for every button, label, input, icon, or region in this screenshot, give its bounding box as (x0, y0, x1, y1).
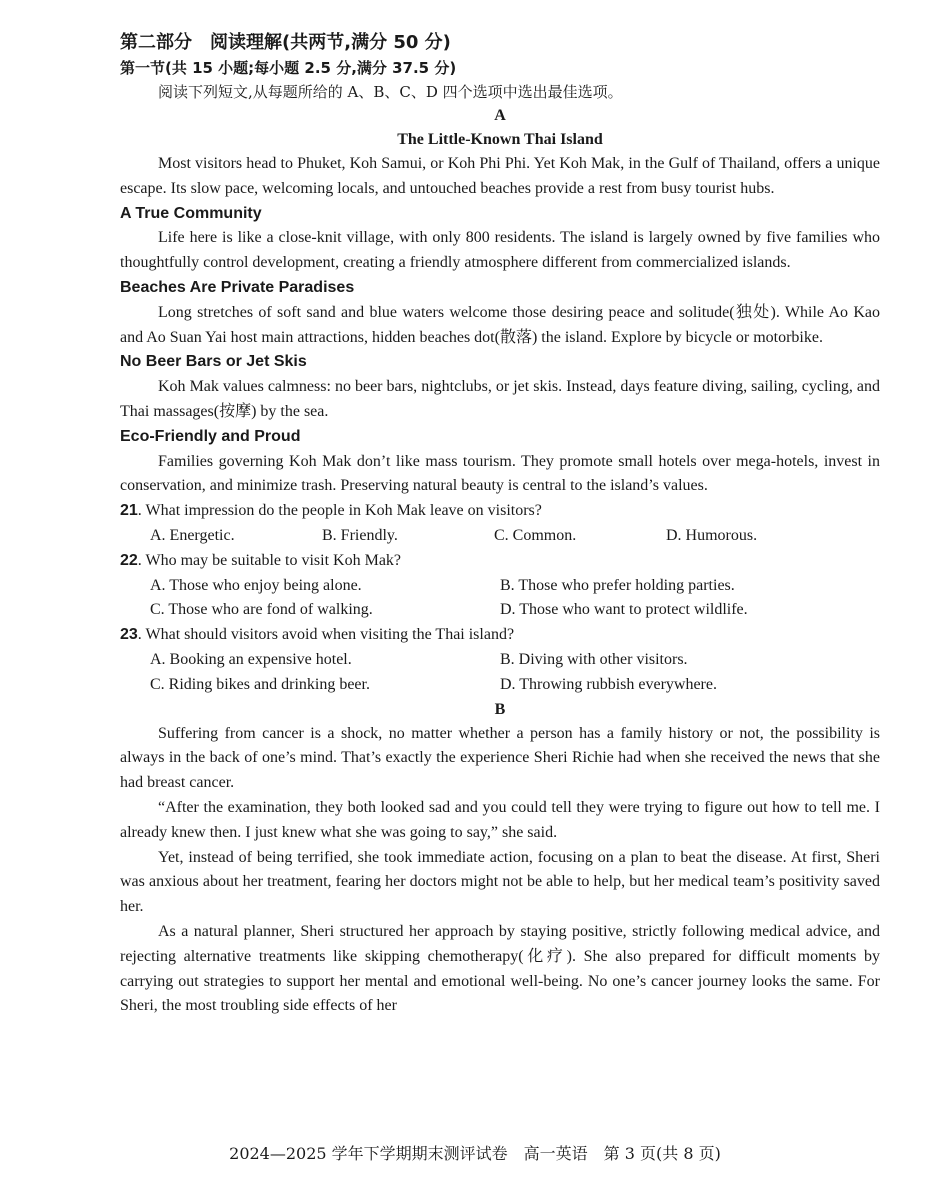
instruction: 阅读下列短文,从每题所给的 A、B、C、D 四个选项中选出最佳选项。 (158, 83, 623, 101)
question-stem: . What impression do the people in Koh Mak leave on visitors? (137, 502, 542, 520)
option-d[interactable]: D. Throwing rubbish everywhere. (500, 675, 717, 693)
options-22-row1 (120, 574, 880, 599)
option-c[interactable]: C. Those who are fond of walking. (150, 601, 373, 619)
option-d[interactable]: D. Those who want to protect wildlife. (500, 601, 748, 619)
passage-a-letter: A (494, 107, 506, 124)
question-number: 21 (120, 502, 138, 520)
passage-b-paragraph: As a natural planner, Sheri structured her approach by staying positive, strictly following medical advice, and rejecting alternative treatments like skipping chemotherapy(化疗). She also prepared for difficult moments by carrying out strategies to support her mental and emotional well-being. No one’s cancer journey looks the same. For Sheri, the most troubling side effects of her (120, 922, 880, 1015)
section-text: Koh Mak values calmness: no beer bars, nightclubs, or jet skis. Instead, days feature diving, sailing, cycling, and Thai massages(按摩) by the sea. (120, 378, 880, 420)
section-heading: No Beer Bars or Jet Skis (120, 353, 307, 371)
section-heading: Eco-Friendly and Proud (120, 427, 301, 445)
passage-b-paragraph: Yet, instead of being terrified, she took immediate action, focusing on a plan to beat the disease. At first, Sheri was anxious about her treatment, fearing her doctors might not be able to help, but her medical team’s positivity saved her. (120, 848, 880, 916)
section-title: 第一节(共 15 小题;每小题 2.5 分,满分 37.5 分) (120, 59, 457, 77)
passage-a-intro: Most visitors head to Phuket, Koh Samui, or Koh Phi Phi. Yet Koh Mak, in the Gulf of Thailand, offers a unique escape. Its slow pace, welcoming locals, and untouched beaches provide a rest from busy tourist hubs. (120, 155, 880, 197)
passage-a-title: The Little-Known Thai Island (397, 131, 603, 148)
options-23-row1 (120, 648, 880, 673)
option-b[interactable]: B. Diving with other visitors. (500, 650, 688, 668)
option-d[interactable]: D. Humorous. (666, 526, 758, 544)
option-c[interactable]: C. Common. (494, 526, 577, 544)
option-a[interactable]: A. Booking an expensive hotel. (150, 650, 352, 668)
option-c[interactable]: C. Riding bikes and drinking beer. (150, 675, 370, 693)
options-22-row2 (120, 598, 880, 623)
option-a[interactable]: A. Those who enjoy being alone. (150, 576, 362, 594)
section-heading: A True Community (120, 204, 262, 222)
section-heading: Beaches Are Private Paradises (120, 278, 355, 296)
option-b[interactable]: B. Those who prefer holding parties. (500, 576, 735, 594)
question-number: 23 (120, 626, 138, 644)
section-text: Long stretches of soft sand and blue waters welcome those desiring peace and solitude(独处). While Ao Kao and Ao Suan Yai host main attractions, hidden beaches dot(散落) the island. Explore by bicycle or motorbike. (120, 303, 880, 346)
options-21 (120, 524, 880, 549)
page-footer: 2024—2025 学年下学期期末测评试卷 高一英语 第 3 页(共 8 页) (229, 1144, 721, 1163)
option-a[interactable]: A. Energetic. (150, 526, 235, 544)
section-text: Families governing Koh Mak don’t like mass tourism. They promote small hotels over mega-hotels, invest in conservation, and minimize trash. Preserving natural beauty is central to the island’s values. (120, 452, 880, 495)
passage-b-paragraph: “After the examination, they both looked sad and you could tell they were trying to figure out how to tell me. I already knew then. I just knew what she was going to say,” she said. (120, 798, 880, 841)
question-21 (120, 499, 880, 524)
part-title: 第二部分 阅读理解(共两节,满分 50 分) (120, 32, 451, 53)
section-text: Life here is like a close-knit village, with only 800 residents. The island is largely owned by five families who thoughtfully control development, creating a friendly atmosphere different from commercialized islands. (120, 229, 880, 272)
option-b[interactable]: B. Friendly. (322, 526, 398, 544)
options-23-row2 (120, 673, 880, 698)
question-stem: . What should visitors avoid when visiting the Thai island? (137, 626, 515, 644)
passage-b-letter: B (494, 700, 506, 718)
question-23 (120, 623, 880, 648)
question-stem: . Who may be suitable to visit Koh Mak? (137, 551, 402, 569)
question-number: 22 (120, 551, 138, 569)
passage-b-paragraph: Suffering from cancer is a shock, no matter whether a person has a family history or not, the possibility is always in the back of one’s mind. That’s exactly the experience Sheri Richie had when she received the news that she had breast cancer. (120, 724, 880, 792)
question-22 (120, 549, 880, 574)
